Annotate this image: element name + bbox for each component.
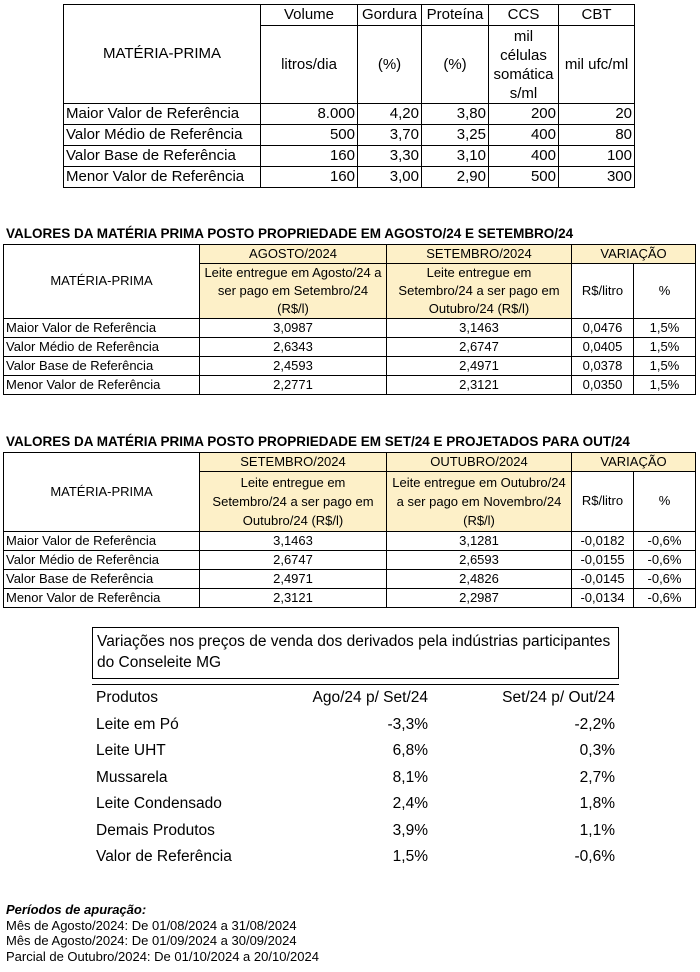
- cell: 2,7%: [579, 768, 615, 786]
- table-row: [64, 104, 635, 125]
- row-label: Valor Base de Referência: [4, 570, 200, 589]
- periods-section: [6, 902, 319, 964]
- cell: 3,80: [422, 104, 489, 125]
- cell: 4,20: [358, 104, 422, 125]
- row-label: Maior Valor de Referência: [64, 104, 261, 125]
- cell: 2,4971: [387, 357, 572, 376]
- column-header: Gordura: [358, 5, 422, 26]
- cell: -0,6%: [634, 570, 696, 589]
- cell: 2,3121: [387, 376, 572, 395]
- cell: 2,4593: [200, 357, 387, 376]
- cell: 160: [261, 146, 358, 167]
- table-row: [4, 589, 696, 608]
- row-label: Valor Médio de Referência: [4, 338, 200, 357]
- period-line: Mês de Agosto/2024: De 01/09/2024 a 30/09/2024: [6, 933, 297, 948]
- table-row: [4, 376, 696, 395]
- variation-unit: R$/litro: [572, 472, 634, 532]
- column-header: CBT: [559, 5, 635, 26]
- cell: -0,6%: [634, 551, 696, 570]
- table-row: [92, 844, 619, 871]
- cell: 3,30: [358, 146, 422, 167]
- cell: 2,90: [422, 167, 489, 188]
- row-label: Valor Base de Referência: [4, 357, 200, 376]
- cell: 3,9%: [392, 821, 428, 839]
- table-row: [4, 338, 696, 357]
- table-row: [4, 570, 696, 589]
- table-row: [4, 319, 696, 338]
- cell: 2,6747: [387, 338, 572, 357]
- table-row: [64, 167, 635, 188]
- month-description: Leite entregue em Setembro/24 a ser pago em Outubro/24 (R$/l): [387, 264, 572, 319]
- cell: 2,6593: [387, 551, 572, 570]
- derivatives-title-box: [92, 627, 619, 679]
- cell: 1,5%: [634, 376, 696, 395]
- cell: 80: [559, 125, 635, 146]
- cell: 2,3121: [200, 589, 387, 608]
- cell: 3,0987: [200, 319, 387, 338]
- cell: 2,6343: [200, 338, 387, 357]
- table-row: [92, 791, 619, 818]
- product-name: Demais Produtos: [96, 821, 215, 839]
- row-label: Valor Médio de Referência: [64, 125, 261, 146]
- row-label: Menor Valor de Referência: [4, 376, 200, 395]
- column-header: Set/24 p/ Out/24: [502, 689, 615, 707]
- cell: 2,4971: [200, 570, 387, 589]
- month-description: Leite entregue em Agosto/24 a ser pago em Setembro/24 (R$/l): [200, 264, 387, 319]
- cell: 8.000: [261, 104, 358, 125]
- row-label: Menor Valor de Referência: [64, 167, 261, 188]
- table-row: [4, 551, 696, 570]
- table-row: [92, 765, 619, 792]
- cell: -0,0145: [572, 570, 634, 589]
- cell: 2,6747: [200, 551, 387, 570]
- column-header: Produtos: [96, 689, 159, 707]
- cell: 500: [489, 167, 559, 188]
- cell: -0,6%: [634, 532, 696, 551]
- cell: 1,5%: [634, 319, 696, 338]
- cell: 1,5%: [634, 338, 696, 357]
- variation-header: VARIAÇÃO: [572, 453, 696, 472]
- cell: 160: [261, 167, 358, 188]
- cell: 3,1463: [200, 532, 387, 551]
- product-name: Leite Condensado: [96, 795, 222, 813]
- row-label: Maior Valor de Referência: [4, 319, 200, 338]
- cell: 100: [559, 146, 635, 167]
- column-unit: litros/dia: [261, 26, 358, 104]
- cell: -0,0134: [572, 589, 634, 608]
- period-line: Mês de Agosto/2024: De 01/08/2024 a 31/08/2024: [6, 917, 297, 933]
- row-label: Maior Valor de Referência: [4, 532, 200, 551]
- derivatives-title: Variações nos preços de venda dos derivados pela indústrias participantes do Conseleite MG: [97, 633, 611, 671]
- cell: -2,2%: [574, 715, 615, 733]
- row-label: Valor Base de Referência: [64, 146, 261, 167]
- cell: 1,5%: [392, 848, 428, 866]
- table-row: [64, 146, 635, 167]
- derivatives-table: [92, 684, 619, 871]
- month-header: AGOSTO/2024: [200, 245, 387, 264]
- cell: 400: [489, 146, 559, 167]
- month-header: OUTUBRO/2024: [387, 453, 572, 472]
- variation-unit: R$/litro: [572, 264, 634, 319]
- section-title-sep-oct: VALORES DA MATÉRIA PRIMA POSTO PROPRIEDADE EM SET/24 E PROJETADOS PARA OUT/24: [6, 434, 630, 449]
- raw-material-header: MATÉRIA-PRIMA: [64, 5, 261, 104]
- product-name: Valor de Referência: [96, 848, 232, 866]
- cell: 6,8%: [392, 742, 428, 760]
- table-row: [64, 125, 635, 146]
- table-row: [92, 738, 619, 765]
- cell: 2,2987: [387, 589, 572, 608]
- row-label: Menor Valor de Referência: [4, 589, 200, 608]
- cell: 400: [489, 125, 559, 146]
- table-row: [4, 532, 696, 551]
- column-header: Volume: [261, 5, 358, 26]
- cell: 20: [559, 104, 635, 125]
- column-header: CCS: [489, 5, 559, 26]
- table-row: [92, 818, 619, 845]
- month-header: SETEMBRO/2024: [200, 453, 387, 472]
- column-unit: mil células somática s/ml: [489, 26, 559, 104]
- cell: -0,6%: [634, 589, 696, 608]
- cell: 0,0350: [572, 376, 634, 395]
- cell: 1,8%: [579, 795, 615, 813]
- period-line: Parcial de Outubro/2024: De 01/10/2024 a 20/10/2024: [6, 948, 319, 964]
- cell: 3,1463: [387, 319, 572, 338]
- cell: 8,1%: [392, 768, 428, 786]
- cell: -0,6%: [574, 848, 615, 866]
- raw-material-header: MATÉRIA-PRIMA: [4, 245, 200, 319]
- variation-unit: %: [634, 264, 696, 319]
- cell: 1,1%: [579, 821, 615, 839]
- cell: 300: [559, 167, 635, 188]
- column-unit: (%): [422, 26, 489, 104]
- cell: 3,10: [422, 146, 489, 167]
- product-name: Mussarela: [96, 768, 168, 786]
- month-description: Leite entregue em Outubro/24 a ser pago em Novembro/24 (R$/l): [387, 472, 572, 532]
- cell: 3,70: [358, 125, 422, 146]
- month-header: SETEMBRO/2024: [387, 245, 572, 264]
- cell: 2,2771: [200, 376, 387, 395]
- cell: 3,1281: [387, 532, 572, 551]
- product-name: Leite UHT: [96, 742, 166, 760]
- column-unit: (%): [358, 26, 422, 104]
- column-header: Ago/24 p/ Set/24: [312, 689, 428, 707]
- product-name: Leite em Pó: [96, 715, 179, 733]
- section-title-aug-sep: VALORES DA MATÉRIA PRIMA POSTO PROPRIEDADE EM AGOSTO/24 E SETEMBRO/24: [6, 226, 574, 241]
- variation-unit: %: [634, 472, 696, 532]
- cell: 2,4%: [392, 795, 428, 813]
- cell: 2,4826: [387, 570, 572, 589]
- cell: 3,00: [358, 167, 422, 188]
- cell: -0,0182: [572, 532, 634, 551]
- table-row: [4, 357, 696, 376]
- cell: 0,0405: [572, 338, 634, 357]
- cell: -0,0155: [572, 551, 634, 570]
- aug-sep-table: [3, 244, 696, 395]
- column-header: Proteína: [422, 5, 489, 26]
- reference-parameters-table: [63, 4, 635, 188]
- header-row: [92, 685, 619, 712]
- cell: 1,5%: [634, 357, 696, 376]
- row-label: Valor Médio de Referência: [4, 551, 200, 570]
- table-row: [92, 712, 619, 739]
- variation-header: VARIAÇÃO: [572, 245, 696, 264]
- cell: 200: [489, 104, 559, 125]
- raw-material-header: MATÉRIA-PRIMA: [4, 453, 200, 532]
- column-unit: mil ufc/ml: [559, 26, 635, 104]
- cell: 0,3%: [579, 742, 615, 760]
- cell: 500: [261, 125, 358, 146]
- periods-title: Períodos de apuração:: [6, 902, 147, 917]
- sep-oct-table: [3, 452, 696, 608]
- cell: -3,3%: [387, 715, 428, 733]
- cell: 0,0378: [572, 357, 634, 376]
- cell: 3,25: [422, 125, 489, 146]
- cell: 0,0476: [572, 319, 634, 338]
- month-description: Leite entregue em Setembro/24 a ser pago em Outubro/24 (R$/l): [200, 472, 387, 532]
